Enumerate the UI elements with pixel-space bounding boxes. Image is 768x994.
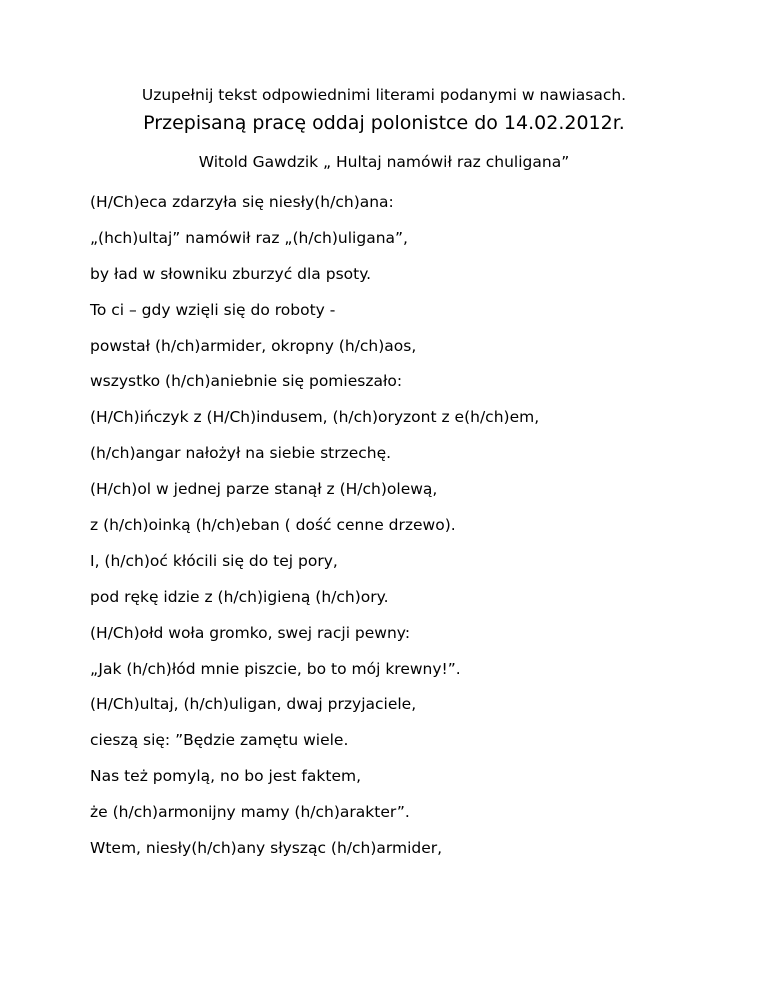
- poem-line: I, (h/ch)oć kłócili się do tej pory,: [90, 551, 338, 570]
- poem-line: że (h/ch)armonijny mamy (h/ch)arakter”.: [90, 803, 410, 822]
- poem-line: by ład w słowniku zburzyć dla psoty.: [90, 264, 372, 283]
- poem-line: (H/Ch)ultaj, (h/ch)uligan, dwaj przyjaciele,: [90, 695, 417, 714]
- instruction-text: Uzupełnij tekst odpowiednimi literami podanymi w nawiasach.: [141, 86, 627, 104]
- poem-line: (H/Ch)ołd woła gromko, swej racji pewny:: [90, 623, 411, 642]
- poem-line: cieszą się: ”Będzie zamętu wiele.: [90, 731, 349, 750]
- poem-line: Wtem, niesły(h/ch)any słysząc (h/ch)armider,: [90, 839, 443, 858]
- poem-line: „(hch)ultaj” namówił raz „(h/ch)uligana”,: [90, 228, 408, 247]
- poem-line: (H/Ch)ińczyk z (H/Ch)indusem, (h/ch)oryzont z e(h/ch)em,: [90, 408, 540, 427]
- poem-line: „Jak (h/ch)łód mnie piszcie, bo to mój krewny!”.: [90, 659, 461, 678]
- poem-title: Witold Gawdzik „ Hultaj namówił raz chuligana”: [198, 153, 570, 171]
- poem-lines: [90, 191, 750, 873]
- poem-line: (h/ch)angar nałożył na siebie strzechę.: [90, 444, 392, 463]
- poem-line: (H/ch)ol w jednej parze stanął z (H/ch)olewą,: [90, 480, 438, 499]
- poem-line: Nas też pomylą, no bo jest faktem,: [90, 767, 362, 786]
- poem-line: powstał (h/ch)armider, okropny (h/ch)aos,: [90, 336, 417, 355]
- poem-line: z (h/ch)oinką (h/ch)eban ( dość cenne drzewo).: [90, 516, 456, 535]
- poem-line: To ci – gdy wzięli się do roboty -: [90, 300, 336, 319]
- poem-line: wszystko (h/ch)aniebnie się pomieszało:: [90, 372, 403, 391]
- deadline-text: Przepisaną pracę oddaj polonistce do 14.02.2012r.: [143, 112, 625, 134]
- poem-line: (H/Ch)eca zdarzyła się niesły(h/ch)ana:: [90, 193, 394, 211]
- poem-line: pod rękę idzie z (h/ch)igieną (h/ch)ory.: [90, 587, 389, 606]
